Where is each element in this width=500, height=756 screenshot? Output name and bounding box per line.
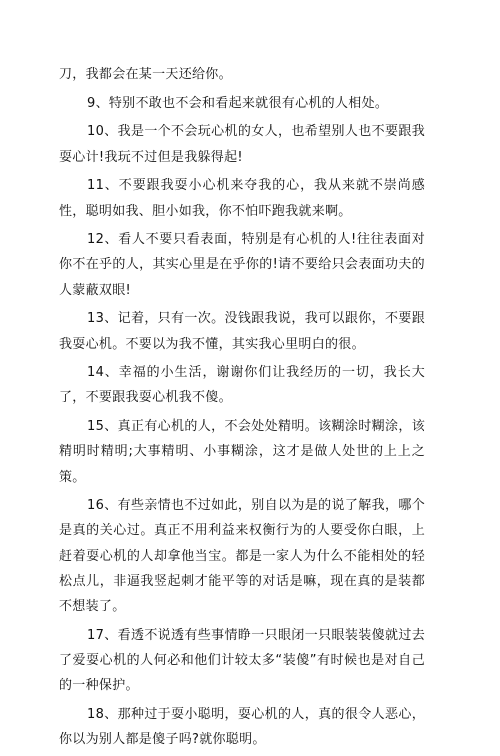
paragraph-12: 12、看人不要只看表面，特别是有心机的人!往往表面对你不在乎的人，其实心里是在乎你的!请不要给只会表面功夫的人蒙蔽双眼! (59, 232, 425, 298)
paragraph-10: 10、我是一个不会玩心机的女人，也希望别人也不要跟我耍心计!我玩不过但是我躲得起! (59, 124, 425, 165)
paragraph-9: 9、特别不敢也不会和看起来就很有心机的人相处。 (87, 95, 389, 111)
paragraph-14: 14、幸福的小生活，谢谢你们让我经历的一切，我长大了，不要跟我耍心机我不傻。 (59, 365, 425, 406)
paragraph-18: 18、那种过于耍小聪明，耍心机的人，真的很令人恶心，你以为别人都是傻子吗?就你聪明。 (59, 706, 425, 748)
paragraph-11: 11、不要跟我耍小心机来夺我的心，我从来就不崇尚感性，聪明如我、胆小如我，你不怕吓跑我就来啊。 (59, 178, 425, 219)
paragraph-17: 17、看透不说透有些事情睁一只眼闭一只眼装装傻就过去了爱耍心机的人何必和他们计较太多“装傻”有时候也是对自己的一种保护。 (59, 627, 425, 694)
paragraph-continuation: 刀，我都会在某一天还给你。 (59, 67, 232, 82)
paragraph-13: 13、记着，只有一次。没钱跟我说，我可以跟你，不要跟我耍心机。不要以为我不懂，其实我心里明白的很。 (59, 311, 425, 352)
document-body (59, 62, 425, 756)
paragraph-15: 15、真正有心机的人，不会处处精明。该糊涂时糊涂，该精明时精明;大事精明、小事糊涂，这才是做人处世的上上之策。 (59, 419, 425, 485)
paragraph-16: 16、有些亲情也不过如此，别自以为是的说了解我，哪个是真的关心过。真正不用利益来权衡行为的人要受你白眼，上赶着耍心机的人却拿他当宝。都是一家人为什么不能相处的轻松点儿，非逼我竖起刺才能平等的对话是嘛，现在真的是装都不想装了。 (59, 498, 425, 615)
